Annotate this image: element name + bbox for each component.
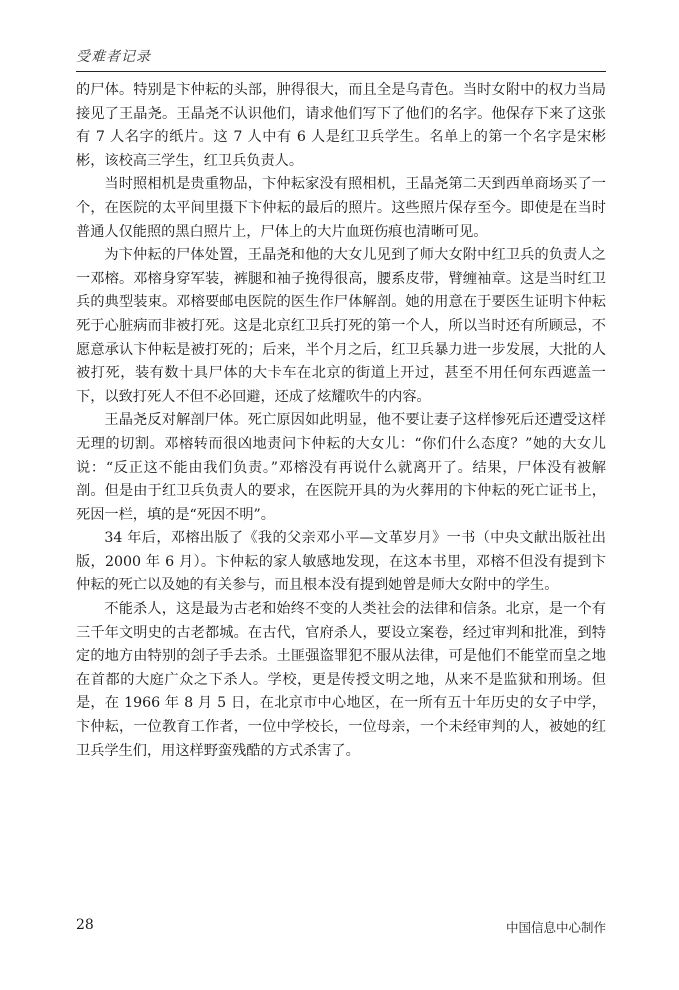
paragraph: 王晶尧反对解剖尸体。死亡原因如此明显，他不要让妻子这样惨死后还遭受这样无理的切割。邓榕转而很凶地责问卞仲耘的大女儿：“你们什么态度？”她的大女儿说：“反正这不能由我们负责。”邓榕没有再说什么就离开了。结果，尸体没有被解剖。但是由于红卫兵负责人的要求，在医院开具的为火葬用的卞仲耘的死亡证书上，死因一栏，填的是“死因不明”。 xyxy=(76,412,606,523)
paragraph: 为卞仲耘的尸体处置，王晶尧和他的大女儿见到了师大女附中红卫兵的负责人之一邓榕。邓榕身穿军装，裤腿和袖子挽得很高，腰系皮带，臂缠袖章。这是当时红卫兵的典型装束。邓榕要邮电医院的医生作尸体解剖。她的用意在于要医生证明卞仲耘死于心脏病而非被打死。这是北京红卫兵打死的第一个人，所以当时还有所顾忌，不愿意承认卞仲耘是被打死的；后来，半个月之后，红卫兵暴力进一步发展，大批的人被打死，装有数十具尸体的大卡车在北京的街道上开过，甚至不用任何东西遮盖一下，以致打死人不但不必回避，还成了炫耀吹牛的内容。 xyxy=(76,247,606,405)
paragraph: 不能杀人，这是最为古老和始终不变的人类社会的法律和信条。北京，是一个有三千年文明史的古老都城。在古代，官府杀人，要设立案卷，经过审判和批准，到特定的地方由特别的刽子手去杀。土匪强盗罪犯不服从法律，可是他们不能堂而皇之地在首都的大庭广众之下杀人。学校，更是传授文明之地，从来不是监狱和刑场。但是，在 1966 年 8 月 5 日，在北京市中心地区，在一所有五十年历史的女子中学，卞仲耘，一位教育工作者，一位中学校长，一位母亲，一个未经审判的人，被她的红卫兵学生们，用这样野蛮残酷的方式杀害了。 xyxy=(76,601,606,759)
body-text xyxy=(76,79,606,763)
paragraph: 当时照相机是贵重物品，卞仲耘家没有照相机，王晶尧第二天到西单商场买了一个，在医院的太平间里摄下卞仲耘的最后的照片。这些照片保存至今。即使是在当时普通人仅能照的黑白照片上，尸体上的大片血斑伤痕也清晰可见。 xyxy=(76,176,606,240)
header-rule xyxy=(76,71,606,72)
paragraph: 34 年后，邓榕出版了《我的父亲邓小平—文革岁月》一书（中央文献出版社出版，2000 年 6 月）。卞仲耘的家人敏感地发现，在这本书里，邓榕不但没有提到卞仲耘的死亡以及她的有关参与，而且根本没有提到她曾是师大女附中的学生。 xyxy=(76,530,606,594)
footer-credit: 中国信息中心制作 xyxy=(505,920,606,935)
running-header: 受难者记录 xyxy=(76,49,151,65)
paragraph: 的尸体。特别是卞仲耘的头部，肿得很大，而且全是乌青色。当时女附中的权力当局接见了王晶尧。王晶尧不认识他们，请求他们写下了他们的名字。他保存下来了这张有 7 人名字的纸片。这 7 人中有 6 人是红卫兵学生。名单上的第一个名字是宋彬彬，该校高三学生，红卫兵负责人。 xyxy=(76,82,606,169)
page-number: 28 xyxy=(76,917,94,933)
